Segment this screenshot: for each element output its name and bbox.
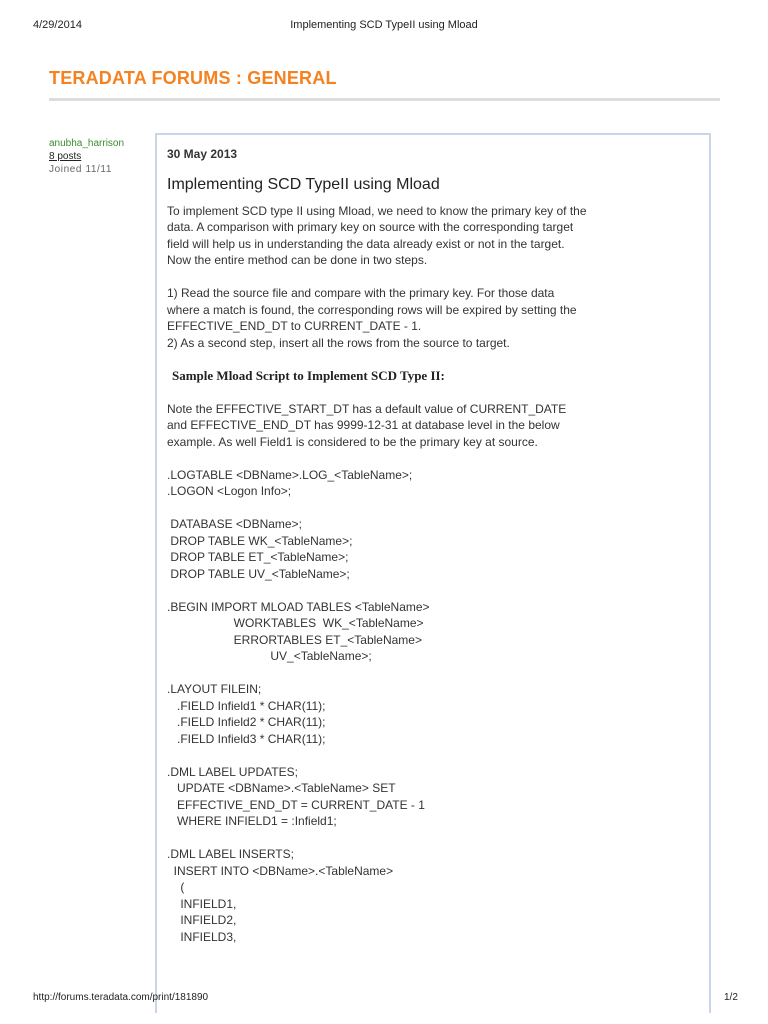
spacer — [167, 269, 587, 286]
code-layout: .LAYOUT FILEIN; .FIELD Infield1 * CHAR(11); .FIELD Infield2 * CHAR(11); .FIELD Infield3 * CHAR(11); — [167, 682, 326, 746]
post-intro: To implement SCD type II using Mload, we need to know the primary key of the data. A comparison with primary key on source with the corresponding target field will help us in understanding the data already exist or not in the target. Now the entire method can be done in two steps. — [167, 203, 587, 267]
spacer — [167, 830, 587, 847]
post-content — [167, 146, 587, 945]
author-name[interactable]: anubha_harrison — [49, 138, 125, 149]
spacer — [167, 747, 587, 764]
author-info — [49, 137, 144, 176]
spacer — [167, 384, 587, 401]
page-number: 1/2 — [724, 992, 738, 1003]
script-heading: Sample Mload Script to Implement SCD Type II: — [172, 367, 445, 383]
author-joined: Joined 11/11 — [49, 164, 112, 175]
code-dml-inserts: .DML LABEL INSERTS; INSERT INTO <DBName>.<TableName> ( INFIELD1, INFIELD2, INFIELD3, — [167, 847, 394, 944]
code-dml-updates: .DML LABEL UPDATES; UPDATE <DBName>.<TableName> SET EFFECTIVE_END_DT = CURRENT_DATE - 1 WHERE INFIELD1 = :Infield1; — [167, 764, 425, 828]
post-note: Note the EFFECTIVE_START_DT has a default value of CURRENT_DATE and EFFECTIVE_END_DT has 9999-12-31 at database level in the below example. As well Field1 is considered to be the primary key at source. — [167, 401, 567, 449]
print-date: 4/29/2014 — [33, 19, 82, 31]
print-url: http://forums.teradata.com/print/181890 — [33, 992, 209, 1003]
spacer — [167, 582, 587, 599]
print-doc-title: Implementing SCD TypeII using Mload — [290, 19, 478, 31]
title-divider — [49, 98, 720, 101]
forum-title: TERADATA FORUMS : GENERAL — [49, 68, 337, 88]
spacer — [167, 351, 587, 368]
code-begin-import: .BEGIN IMPORT MLOAD TABLES <TableName> WORKTABLES WK_<TableName> ERRORTABLES ET_<TableName> UV_<TableName>; — [167, 599, 430, 663]
spacer — [167, 665, 587, 682]
spacer — [167, 450, 587, 467]
spacer — [167, 500, 587, 517]
post-step-1: 1) Read the source file and compare with the primary key. For those data where a match is found, the corresponding rows will be expired by setting the EFFECTIVE_END_DT to CURRENT_DATE - 1. — [167, 286, 577, 333]
post-step-2: 2) As a second step, insert all the rows from the source to target. — [167, 335, 510, 350]
code-logon: .LOGTABLE <DBName>.LOG_<TableName>; .LOGON <Logon Info>; — [167, 467, 413, 498]
print-header — [0, 0, 768, 40]
post-date: 30 May 2013 — [167, 147, 238, 161]
author-posts-link[interactable]: 8 posts — [49, 151, 82, 162]
code-database: DATABASE <DBName>; DROP TABLE WK_<TableName>; DROP TABLE ET_<TableName>; DROP TABLE UV_<TableName>; — [170, 517, 353, 581]
post-title: Implementing SCD TypeII using Mload — [167, 175, 440, 193]
